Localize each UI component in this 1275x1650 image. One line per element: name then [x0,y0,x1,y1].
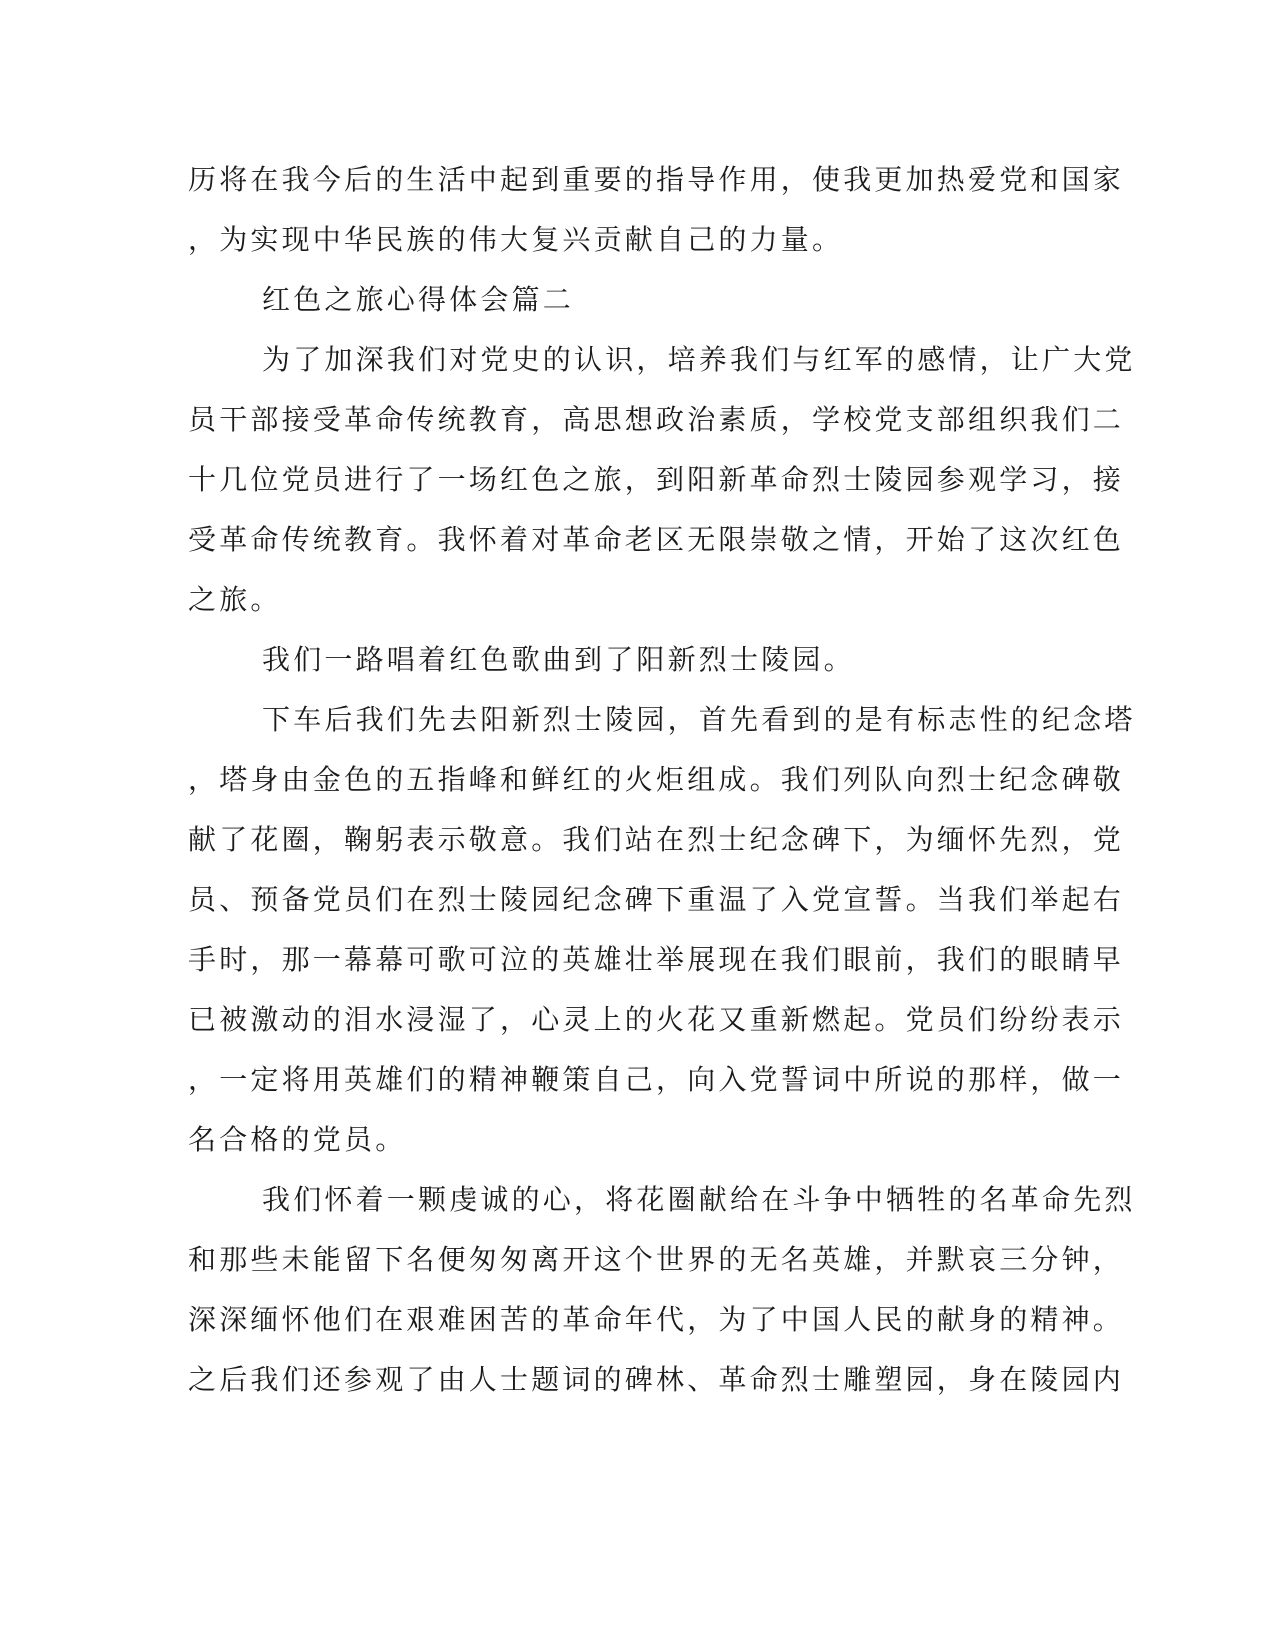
text-line: 为了加深我们对党史的认识，培养我们与红军的感情，让广大党 [262,343,1136,376]
text-line: 和那些未能留下名便匆匆离开这个世界的无名英雄，并默哀三分钟， [188,1243,1125,1276]
text-line: ，一定将用英雄们的精神鞭策自己，向入党誓词中所说的那样，做一 [188,1063,1125,1096]
text-line: 员、预备党员们在烈士陵园纪念碑下重温了入党宣誓。当我们举起右 [188,883,1125,916]
text-line: 手时，那一幕幕可歌可泣的英雄壮举展现在我们眼前，我们的眼睛早 [188,943,1125,976]
text-line: 我们怀着一颗虔诚的心，将花圈献给在斗争中牺牲的名革命先烈 [262,1183,1136,1216]
text-line: 献了花圈，鞠躬表示敬意。我们站在烈士纪念碑下，为缅怀先烈，党 [188,823,1125,856]
text-line: 受革命传统教育。我怀着对革命老区无限崇敬之情，开始了这次红色 [188,523,1125,556]
text-line: 我们一路唱着红色歌曲到了阳新烈士陵园。 [262,643,855,676]
text-line: 十几位党员进行了一场红色之旅，到阳新革命烈士陵园参观学习，接 [188,463,1125,496]
text-line: 历将在我今后的生活中起到重要的指导作用，使我更加热爱党和国家 [188,163,1125,196]
text-line: ，为实现中华民族的伟大复兴贡献自己的力量。 [188,223,844,256]
text-line: 下车后我们先去阳新烈士陵园，首先看到的是有标志性的纪念塔 [262,703,1136,736]
text-line: 已被激动的泪水浸湿了，心灵上的火花又重新燃起。党员们纷纷表示 [188,1003,1125,1036]
text-line: 员干部接受革命传统教育，高思想政治素质，学校党支部组织我们二 [188,403,1125,436]
text-line: 深深缅怀他们在艰难困苦的革命年代，为了中国人民的献身的精神。 [188,1303,1125,1336]
section-heading: 红色之旅心得体会篇二 [262,283,575,316]
text-line: 名合格的党员。 [188,1123,407,1156]
text-line: ，塔身由金色的五指峰和鲜红的火炬组成。我们列队向烈士纪念碑敬 [188,763,1125,796]
text-line: 之旅。 [188,583,282,616]
text-line: 之后我们还参观了由人士题词的碑林、革命烈士雕塑园，身在陵园内 [188,1363,1125,1396]
